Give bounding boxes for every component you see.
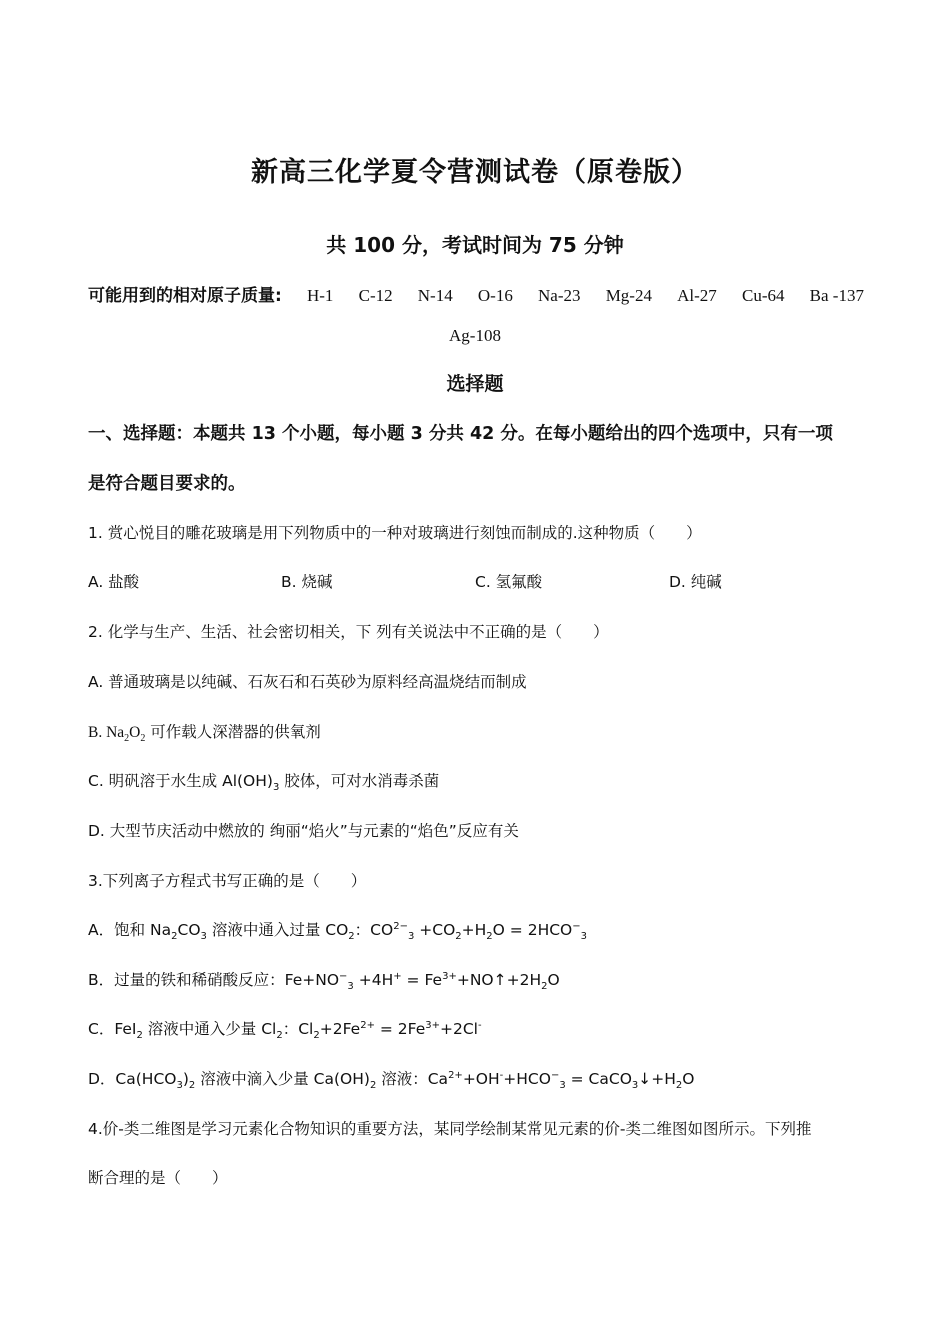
question-1-option-d: D. 纯碱 <box>669 573 722 591</box>
exam-info-text: 共 100 分，考试时间为 75 分钟 <box>326 233 624 257</box>
page-title: 新高三化学夏令营测试卷（原卷版） <box>251 157 699 188</box>
atomic-mass-item: Cu-64 <box>741 286 785 305</box>
section-title: 选择题 <box>446 373 504 395</box>
question-3-option-a: A．饱和 $Na_2CO_3$ 溶液中通入过量 $CO_2$：$CO^{2-}_3 +CO_2+H_2O = 2HCO^-_3$ <box>88 920 588 943</box>
exam-info <box>0 229 950 258</box>
question-1-option-c: C. 氢氟酸 <box>475 573 543 591</box>
atomic-masses-label: 可能用到的相对原子质量: <box>88 286 282 306</box>
instructions-line-1: 一、选择题：本题共 13 个小题，每小题 3 分共 42 分。在每小题给出的四个选项中，只有一项 <box>88 424 833 444</box>
question-3-option-c: C．FeI$_2$ 溶液中通入少量 $Cl_2$：$Cl_2+2Fe^{2+} = 2Fe^{3+}+2Cl^-$ <box>88 1019 482 1042</box>
question-1-stem: 1. 赏心悦目的雕花玻璃是用下列物质中的一种对玻璃进行刻蚀而制成的.这种物质（ ） <box>88 524 702 542</box>
atomic-mass-item: Al-27 <box>677 286 717 305</box>
atomic-mass-item: H-1 <box>306 286 334 305</box>
atomic-mass-item: Na-23 <box>538 286 581 305</box>
question-2-option-b: B. $Na_2O_2$ 可作载人深潜器的供氧剂 <box>88 723 321 745</box>
question-2-option-a: A. 普通玻璃是以纯碱、石灰石和石英砂为原料经高温烧结而制成 <box>88 673 527 691</box>
question-1-option-b: B. 烧碱 <box>281 573 333 591</box>
atomic-mass-item: N-14 <box>417 286 453 305</box>
atomic-mass-extra: Ag-108 <box>449 326 501 345</box>
atomic-mass-item: Mg-24 <box>605 286 652 305</box>
atomic-mass-item: C-12 <box>358 286 393 305</box>
question-1-option-a: A. 盐酸 <box>88 573 140 591</box>
question-4-stem-line-2: 断合理的是（ ） <box>88 1169 228 1187</box>
question-3-option-b: B．过量的铁和稀硝酸反应：$Fe+NO^-_3 +4H^+$ = $Fe^{3+}+NO↑+2H_2O$ <box>88 970 560 993</box>
atomic-masses <box>88 281 864 306</box>
atomic-mass-item: O-16 <box>477 286 513 305</box>
question-2-option-c: C. 明矾溶于水生成 $Al(OH)_3$ 胶体，可对水消毒杀菌 <box>88 772 440 794</box>
question-3-stem: 3.下列离子方程式书写正确的是（ ） <box>88 872 367 890</box>
question-4-stem-line-1: 4.价-类二维图是学习元素化合物知识的重要方法，某同学绘制某常见元素的价-类二维图如图所示。下列推 <box>88 1120 812 1138</box>
atomic-mass-item: Ba -137 <box>809 286 864 305</box>
question-3-option-d: D．$Ca(HCO_3)_2$ 溶液中滴入少量 $Ca(OH)_2$ 溶液：$Ca^{2+}+OH^-+HCO^-_3$ = $CaCO_3↓+H_2O$ <box>88 1069 695 1092</box>
instructions-line-2: 是符合题目要求的。 <box>88 474 246 494</box>
question-2-option-d: D. 大型节庆活动中燃放的 绚丽“焰火”与元素的“焰色”反应有关 <box>88 822 519 840</box>
question-2-stem: 2. 化学与生产、生活、社会密切相关，下 列有关说法中不正确的是（ ） <box>88 623 609 641</box>
